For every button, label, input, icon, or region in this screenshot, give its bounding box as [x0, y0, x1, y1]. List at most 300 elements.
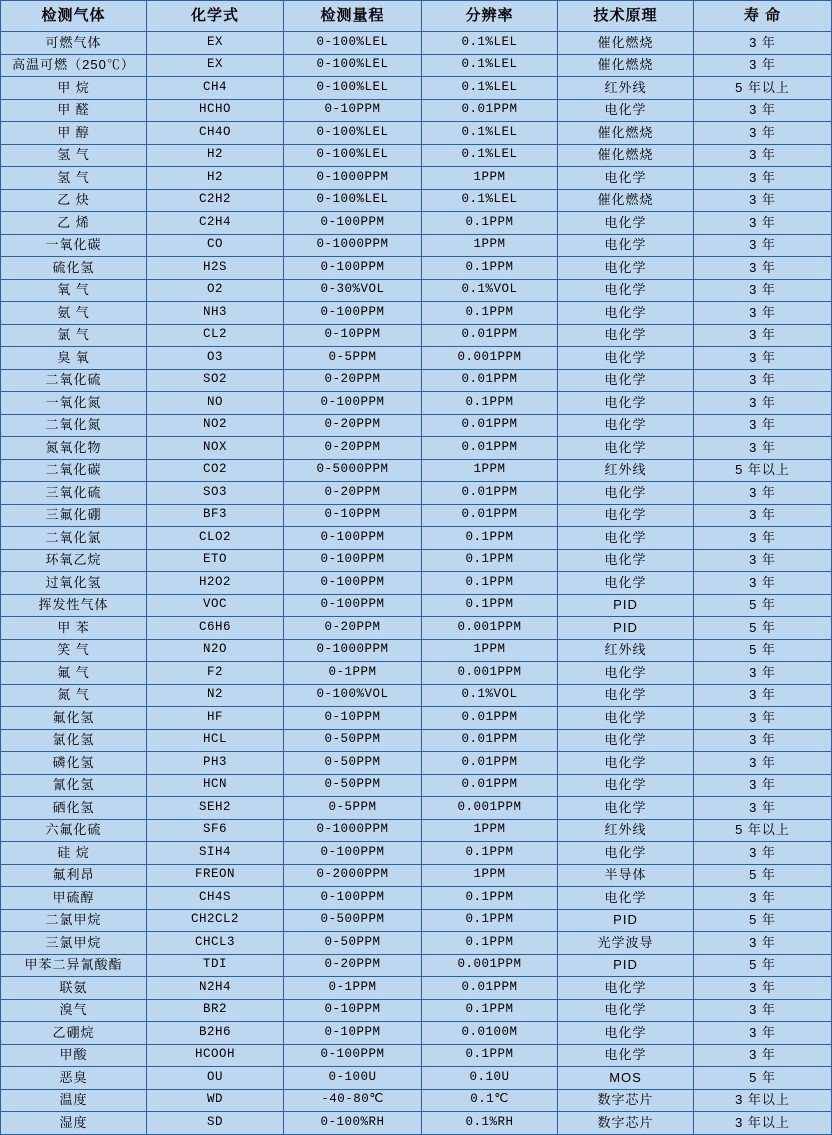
table-body [1, 32, 832, 1135]
cell-principle: 红外线 [558, 459, 694, 482]
cell-resolution: 0.1%VOL [422, 684, 558, 707]
cell-gas: 二氧化碳 [1, 459, 147, 482]
cell-resolution: 0.1%LEL [422, 189, 558, 212]
cell-formula: WD [147, 1089, 284, 1112]
cell-formula: CO2 [147, 459, 284, 482]
cell-formula: B2H6 [147, 1022, 284, 1045]
cell-principle: 电化学 [558, 1044, 694, 1067]
table-header-row [1, 1, 832, 32]
table-row [1, 707, 832, 730]
cell-gas: 二氧化氯 [1, 527, 147, 550]
cell-formula: HF [147, 707, 284, 730]
cell-range: 0-50PPM [284, 752, 422, 775]
table-row [1, 1044, 832, 1067]
cell-gas: 湿度 [1, 1112, 147, 1135]
cell-lifetime: 3 年 [694, 504, 832, 527]
cell-formula: SEH2 [147, 797, 284, 820]
cell-resolution: 0.01PPM [422, 977, 558, 1000]
cell-resolution: 0.1%VOL [422, 279, 558, 302]
cell-formula: N2O [147, 639, 284, 662]
cell-resolution: 0.01PPM [422, 504, 558, 527]
cell-formula: NH3 [147, 302, 284, 325]
cell-principle: 电化学 [558, 842, 694, 865]
table-row [1, 572, 832, 595]
cell-gas: 二氧化硫 [1, 369, 147, 392]
cell-gas: 一氧化碳 [1, 234, 147, 257]
cell-formula: HCOOH [147, 1044, 284, 1067]
cell-formula: O2 [147, 279, 284, 302]
table-row [1, 932, 832, 955]
cell-lifetime: 3 年 [694, 324, 832, 347]
cell-principle: 电化学 [558, 527, 694, 550]
cell-gas: 恶臭 [1, 1067, 147, 1090]
cell-gas: 溴气 [1, 999, 147, 1022]
cell-gas: 氧 气 [1, 279, 147, 302]
cell-formula: NOX [147, 437, 284, 460]
cell-range: 0-1PPM [284, 662, 422, 685]
cell-lifetime: 5 年 [694, 864, 832, 887]
cell-range: 0-50PPM [284, 729, 422, 752]
table-row [1, 774, 832, 797]
cell-lifetime: 3 年 [694, 167, 832, 190]
cell-gas: 氟利昂 [1, 864, 147, 887]
cell-lifetime: 3 年 [694, 707, 832, 730]
cell-principle: MOS [558, 1067, 694, 1090]
cell-range: 0-1000PPM [284, 819, 422, 842]
cell-range: 0-100%LEL [284, 32, 422, 55]
cell-range: 0-100%LEL [284, 189, 422, 212]
cell-range: 0-10PPM [284, 999, 422, 1022]
cell-range: 0-100%LEL [284, 77, 422, 100]
table-row [1, 1112, 832, 1135]
cell-resolution: 1PPM [422, 639, 558, 662]
cell-range: 0-100PPM [284, 212, 422, 235]
cell-lifetime: 3 年 [694, 122, 832, 145]
cell-resolution: 0.01PPM [422, 707, 558, 730]
cell-lifetime: 3 年 [694, 302, 832, 325]
cell-resolution: 0.0100M [422, 1022, 558, 1045]
cell-formula: N2H4 [147, 977, 284, 1000]
table-row [1, 887, 832, 910]
cell-lifetime: 3 年 [694, 212, 832, 235]
table-row [1, 324, 832, 347]
cell-lifetime: 3 年 [694, 1022, 832, 1045]
cell-gas: 甲硫醇 [1, 887, 147, 910]
table-row [1, 414, 832, 437]
cell-range: 0-5000PPM [284, 459, 422, 482]
cell-lifetime: 3 年 [694, 572, 832, 595]
cell-principle: 电化学 [558, 797, 694, 820]
cell-principle: 电化学 [558, 257, 694, 280]
table-row [1, 347, 832, 370]
cell-resolution: 0.1%LEL [422, 32, 558, 55]
cell-gas: 三氟化硼 [1, 504, 147, 527]
cell-range: 0-50PPM [284, 932, 422, 955]
cell-range: -40-80℃ [284, 1089, 422, 1112]
cell-formula: FREON [147, 864, 284, 887]
cell-range: 0-5PPM [284, 347, 422, 370]
cell-lifetime: 3 年 [694, 32, 832, 55]
cell-gas: 甲酸 [1, 1044, 147, 1067]
cell-formula: CH4S [147, 887, 284, 910]
cell-range: 0-10PPM [284, 1022, 422, 1045]
cell-resolution: 0.1PPM [422, 999, 558, 1022]
column-header-principle: 技术原理 [558, 1, 694, 32]
cell-gas: 高温可燃（250℃） [1, 54, 147, 77]
cell-formula: EX [147, 54, 284, 77]
cell-principle: 红外线 [558, 77, 694, 100]
cell-principle: 电化学 [558, 234, 694, 257]
cell-lifetime: 3 年 [694, 437, 832, 460]
cell-resolution: 1PPM [422, 864, 558, 887]
cell-resolution: 0.1PPM [422, 257, 558, 280]
cell-resolution: 0.1PPM [422, 932, 558, 955]
cell-formula: H2 [147, 167, 284, 190]
table-row [1, 752, 832, 775]
cell-gas: 六氟化硫 [1, 819, 147, 842]
cell-resolution: 0.01PPM [422, 324, 558, 347]
cell-resolution: 0.001PPM [422, 347, 558, 370]
cell-gas: 氢 气 [1, 144, 147, 167]
cell-range: 0-20PPM [284, 954, 422, 977]
cell-principle: 催化燃烧 [558, 122, 694, 145]
cell-formula: HCN [147, 774, 284, 797]
cell-lifetime: 5 年 [694, 954, 832, 977]
cell-principle: 电化学 [558, 752, 694, 775]
cell-formula: C2H2 [147, 189, 284, 212]
column-header-resolution: 分辨率 [422, 1, 558, 32]
cell-range: 0-10PPM [284, 707, 422, 730]
cell-gas: 甲 醇 [1, 122, 147, 145]
table-row [1, 167, 832, 190]
table-row [1, 459, 832, 482]
cell-range: 0-20PPM [284, 414, 422, 437]
cell-principle: 电化学 [558, 1022, 694, 1045]
cell-formula: SF6 [147, 819, 284, 842]
cell-resolution: 0.01PPM [422, 437, 558, 460]
table-row [1, 122, 832, 145]
cell-lifetime: 3 年以上 [694, 1089, 832, 1112]
table-row [1, 504, 832, 527]
cell-formula: C6H6 [147, 617, 284, 640]
cell-range: 0-100PPM [284, 594, 422, 617]
cell-range: 0-20PPM [284, 369, 422, 392]
table-row [1, 549, 832, 572]
cell-range: 0-100PPM [284, 392, 422, 415]
cell-principle: 红外线 [558, 639, 694, 662]
cell-resolution: 0.01PPM [422, 774, 558, 797]
cell-range: 0-50PPM [284, 774, 422, 797]
cell-gas: 氨 气 [1, 302, 147, 325]
cell-principle: 电化学 [558, 549, 694, 572]
cell-gas: 二氯甲烷 [1, 909, 147, 932]
cell-gas: 氮 气 [1, 684, 147, 707]
cell-gas: 氟 气 [1, 662, 147, 685]
table-row [1, 257, 832, 280]
cell-gas: 甲 苯 [1, 617, 147, 640]
cell-lifetime: 3 年 [694, 257, 832, 280]
cell-range: 0-100%RH [284, 1112, 422, 1135]
table-row [1, 954, 832, 977]
cell-range: 0-100%LEL [284, 122, 422, 145]
table-row [1, 234, 832, 257]
cell-principle: 催化燃烧 [558, 32, 694, 55]
cell-gas: 三氧化硫 [1, 482, 147, 505]
cell-lifetime: 3 年 [694, 842, 832, 865]
cell-range: 0-100U [284, 1067, 422, 1090]
cell-range: 0-1PPM [284, 977, 422, 1000]
cell-gas: 可燃气体 [1, 32, 147, 55]
cell-range: 0-1000PPM [284, 167, 422, 190]
cell-lifetime: 5 年 [694, 1067, 832, 1090]
cell-resolution: 0.1PPM [422, 909, 558, 932]
cell-lifetime: 3 年 [694, 752, 832, 775]
cell-principle: PID [558, 617, 694, 640]
table-row [1, 212, 832, 235]
column-header-gas: 检测气体 [1, 1, 147, 32]
cell-gas: 硅 烷 [1, 842, 147, 865]
cell-formula: EX [147, 32, 284, 55]
cell-lifetime: 3 年 [694, 549, 832, 572]
cell-resolution: 0.001PPM [422, 617, 558, 640]
cell-principle: 数字芯片 [558, 1112, 694, 1135]
cell-range: 0-100PPM [284, 1044, 422, 1067]
cell-lifetime: 3 年以上 [694, 1112, 832, 1135]
cell-lifetime: 5 年以上 [694, 77, 832, 100]
cell-formula: F2 [147, 662, 284, 685]
cell-formula: CH4O [147, 122, 284, 145]
cell-principle: 催化燃烧 [558, 189, 694, 212]
cell-gas: 乙 炔 [1, 189, 147, 212]
cell-lifetime: 3 年 [694, 729, 832, 752]
cell-lifetime: 3 年 [694, 392, 832, 415]
cell-principle: 电化学 [558, 392, 694, 415]
cell-formula: N2 [147, 684, 284, 707]
table-row [1, 819, 832, 842]
table-row [1, 909, 832, 932]
cell-principle: 催化燃烧 [558, 144, 694, 167]
cell-range: 0-1000PPM [284, 639, 422, 662]
cell-gas: 二氧化氮 [1, 414, 147, 437]
cell-range: 0-500PPM [284, 909, 422, 932]
cell-principle: 电化学 [558, 347, 694, 370]
cell-resolution: 0.1PPM [422, 527, 558, 550]
table-row [1, 999, 832, 1022]
cell-resolution: 0.1PPM [422, 302, 558, 325]
cell-principle: 电化学 [558, 482, 694, 505]
table-row [1, 77, 832, 100]
cell-gas: 乙 烯 [1, 212, 147, 235]
cell-resolution: 1PPM [422, 459, 558, 482]
column-header-lifetime: 寿 命 [694, 1, 832, 32]
table-row [1, 482, 832, 505]
cell-resolution: 0.1PPM [422, 212, 558, 235]
cell-principle: 电化学 [558, 729, 694, 752]
cell-formula: SIH4 [147, 842, 284, 865]
cell-gas: 温度 [1, 1089, 147, 1112]
cell-lifetime: 5 年以上 [694, 819, 832, 842]
cell-range: 0-100PPM [284, 887, 422, 910]
cell-range: 0-20PPM [284, 617, 422, 640]
cell-lifetime: 3 年 [694, 144, 832, 167]
cell-formula: NO2 [147, 414, 284, 437]
cell-principle: 催化燃烧 [558, 54, 694, 77]
cell-gas: 联氨 [1, 977, 147, 1000]
cell-range: 0-10PPM [284, 324, 422, 347]
cell-principle: 光学波导 [558, 932, 694, 955]
cell-lifetime: 3 年 [694, 189, 832, 212]
cell-principle: 电化学 [558, 887, 694, 910]
cell-formula: SO2 [147, 369, 284, 392]
cell-lifetime: 3 年 [694, 369, 832, 392]
cell-range: 0-20PPM [284, 482, 422, 505]
cell-lifetime: 5 年 [694, 594, 832, 617]
cell-gas: 氯化氢 [1, 729, 147, 752]
cell-range: 0-2000PPM [284, 864, 422, 887]
cell-formula: CH2CL2 [147, 909, 284, 932]
cell-lifetime: 3 年 [694, 279, 832, 302]
cell-gas: 笑 气 [1, 639, 147, 662]
cell-principle: 电化学 [558, 684, 694, 707]
cell-lifetime: 3 年 [694, 234, 832, 257]
cell-lifetime: 3 年 [694, 54, 832, 77]
cell-range: 0-5PPM [284, 797, 422, 820]
cell-lifetime: 5 年 [694, 617, 832, 640]
cell-principle: PID [558, 594, 694, 617]
cell-resolution: 0.1PPM [422, 572, 558, 595]
cell-resolution: 0.1%LEL [422, 122, 558, 145]
table-header [1, 1, 832, 32]
cell-range: 0-100PPM [284, 527, 422, 550]
cell-range: 0-100PPM [284, 257, 422, 280]
cell-range: 0-30%VOL [284, 279, 422, 302]
cell-lifetime: 3 年 [694, 482, 832, 505]
cell-resolution: 0.1℃ [422, 1089, 558, 1112]
cell-formula: BF3 [147, 504, 284, 527]
cell-gas: 氢 气 [1, 167, 147, 190]
cell-formula: VOC [147, 594, 284, 617]
cell-formula: NO [147, 392, 284, 415]
cell-principle: 电化学 [558, 999, 694, 1022]
cell-gas: 过氧化氢 [1, 572, 147, 595]
cell-formula: H2S [147, 257, 284, 280]
cell-range: 0-100%VOL [284, 684, 422, 707]
cell-principle: PID [558, 909, 694, 932]
table-row [1, 144, 832, 167]
table-row [1, 1067, 832, 1090]
cell-range: 0-100PPM [284, 549, 422, 572]
cell-resolution: 0.01PPM [422, 752, 558, 775]
cell-formula: TDI [147, 954, 284, 977]
cell-gas: 甲 烷 [1, 77, 147, 100]
cell-formula: OU [147, 1067, 284, 1090]
cell-formula: BR2 [147, 999, 284, 1022]
cell-range: 0-1000PPM [284, 234, 422, 257]
cell-lifetime: 3 年 [694, 684, 832, 707]
table-row [1, 437, 832, 460]
cell-principle: 电化学 [558, 572, 694, 595]
cell-resolution: 0.01PPM [422, 99, 558, 122]
cell-resolution: 0.001PPM [422, 662, 558, 685]
column-header-range: 检测量程 [284, 1, 422, 32]
cell-formula: CO [147, 234, 284, 257]
cell-resolution: 1PPM [422, 167, 558, 190]
cell-principle: 半导体 [558, 864, 694, 887]
cell-principle: 电化学 [558, 212, 694, 235]
cell-range: 0-20PPM [284, 437, 422, 460]
cell-resolution: 0.1PPM [422, 887, 558, 910]
cell-gas: 甲 醛 [1, 99, 147, 122]
cell-lifetime: 3 年 [694, 774, 832, 797]
table-row [1, 842, 832, 865]
table-row [1, 54, 832, 77]
cell-lifetime: 5 年以上 [694, 459, 832, 482]
cell-principle: 电化学 [558, 662, 694, 685]
cell-resolution: 0.1PPM [422, 842, 558, 865]
table-row [1, 302, 832, 325]
cell-formula: CH4 [147, 77, 284, 100]
table-row [1, 797, 832, 820]
cell-formula: HCHO [147, 99, 284, 122]
table-row [1, 32, 832, 55]
cell-lifetime: 3 年 [694, 527, 832, 550]
cell-resolution: 0.01PPM [422, 369, 558, 392]
table-row [1, 392, 832, 415]
cell-principle: 红外线 [558, 819, 694, 842]
cell-resolution: 0.1%LEL [422, 77, 558, 100]
table-row [1, 977, 832, 1000]
table-row [1, 662, 832, 685]
cell-principle: PID [558, 954, 694, 977]
cell-resolution: 0.1PPM [422, 549, 558, 572]
cell-resolution: 0.001PPM [422, 797, 558, 820]
table-row [1, 639, 832, 662]
cell-range: 0-100PPM [284, 572, 422, 595]
cell-formula: H2O2 [147, 572, 284, 595]
cell-gas: 环氧乙烷 [1, 549, 147, 572]
cell-lifetime: 3 年 [694, 414, 832, 437]
table-row [1, 594, 832, 617]
cell-gas: 氮氧化物 [1, 437, 147, 460]
table-row [1, 527, 832, 550]
cell-resolution: 0.1PPM [422, 1044, 558, 1067]
cell-gas: 氰化氢 [1, 774, 147, 797]
cell-formula: CHCL3 [147, 932, 284, 955]
cell-principle: 电化学 [558, 437, 694, 460]
cell-resolution: 1PPM [422, 234, 558, 257]
cell-gas: 臭 氧 [1, 347, 147, 370]
cell-resolution: 0.1%LEL [422, 144, 558, 167]
cell-gas: 挥发性气体 [1, 594, 147, 617]
cell-principle: 电化学 [558, 302, 694, 325]
cell-formula: C2H4 [147, 212, 284, 235]
cell-formula: PH3 [147, 752, 284, 775]
cell-resolution: 0.1%RH [422, 1112, 558, 1135]
cell-range: 0-100%LEL [284, 144, 422, 167]
cell-range: 0-10PPM [284, 99, 422, 122]
cell-range: 0-10PPM [284, 504, 422, 527]
cell-resolution: 0.10U [422, 1067, 558, 1090]
table-row [1, 1022, 832, 1045]
cell-formula: O3 [147, 347, 284, 370]
cell-formula: CLO2 [147, 527, 284, 550]
cell-resolution: 0.001PPM [422, 954, 558, 977]
table-row [1, 684, 832, 707]
table-row [1, 864, 832, 887]
cell-principle: 电化学 [558, 99, 694, 122]
cell-lifetime: 3 年 [694, 347, 832, 370]
cell-principle: 数字芯片 [558, 1089, 694, 1112]
